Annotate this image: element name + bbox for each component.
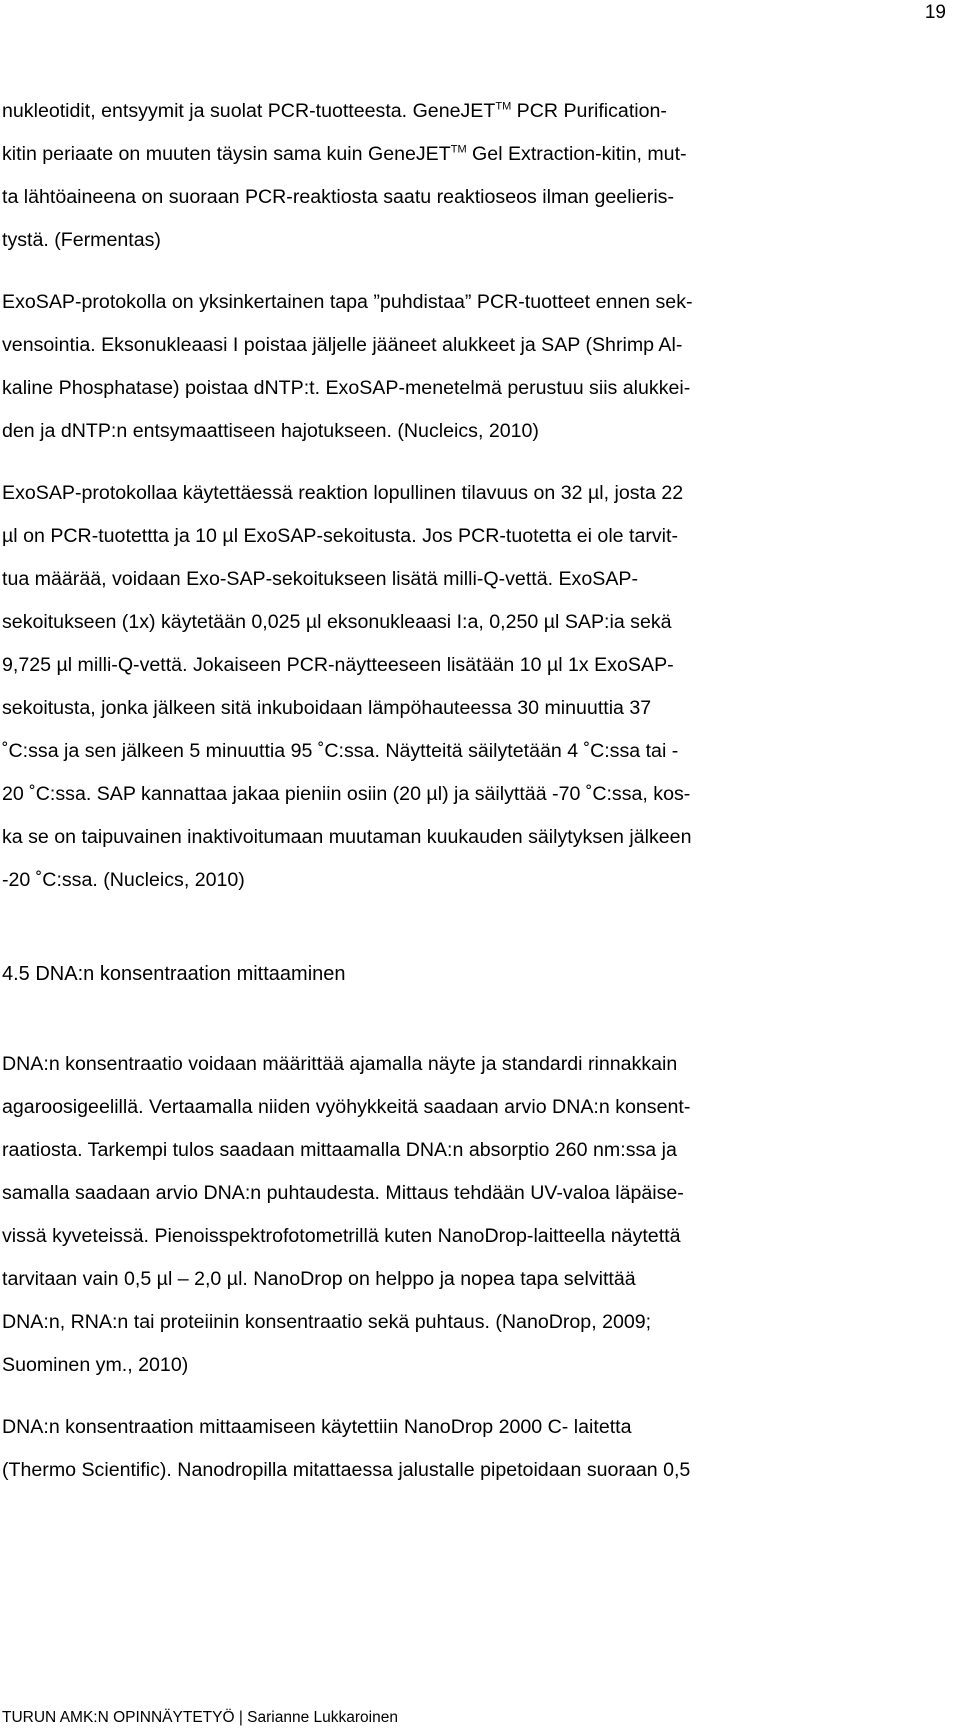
paragraph-3-line-3: tua määrää, voidaan Exo-SAP-sekoitukseen lisätä milli-Q-vettä. ExoSAP- xyxy=(2,568,638,590)
paragraph-1-line-1: nukleotidit, entsyymit ja suolat PCR-tuotteesta. GeneJET™ PCR Purification- xyxy=(2,100,667,122)
paragraph-3-line-10: -20 ˚C:ssa. (Nucleics, 2010) xyxy=(2,869,245,891)
paragraph-4-line-8: Suominen ym., 2010) xyxy=(2,1354,189,1376)
paragraph-4-line-1: DNA:n konsentraatio voidaan määrittää ajamalla näyte ja standardi rinnakkain xyxy=(2,1053,678,1075)
paragraph-5-line-2: (Thermo Scientific). Nanodropilla mitattaessa jalustalle pipetoidaan suoraan 0,5 xyxy=(2,1459,691,1481)
paragraph-4-line-5: vissä kyveteissä. Pienoisspektrofotometrillä kuten NanoDrop-laitteella näytettä xyxy=(2,1225,681,1247)
page-number: 19 xyxy=(924,2,946,23)
paragraph-3-line-5: 9,725 µl milli-Q-vettä. Jokaiseen PCR-näytteeseen lisätään 10 µl 1x ExoSAP- xyxy=(2,654,674,676)
paragraph-4-line-2: agaroosigeelillä. Vertaamalla niiden vyöhykkeitä saadaan arvio DNA:n konsent- xyxy=(2,1096,691,1118)
section-heading: 4.5 DNA:n konsentraation mittaaminen xyxy=(2,963,346,985)
paragraph-2-line-1: ExoSAP-protokolla on yksinkertainen tapa ”puhdistaa” PCR-tuotteet ennen sek- xyxy=(2,291,693,313)
paragraph-5-line-1: DNA:n konsentraation mittaamiseen käytettiin NanoDrop 2000 C- laitetta xyxy=(2,1416,632,1438)
paragraph-3-line-7: ˚C:ssa ja sen jälkeen 5 minuuttia 95 ˚C:ssa. Näytteitä säilytetään 4 ˚C:ssa tai - xyxy=(2,740,679,762)
paragraph-1-line-4: tystä. (Fermentas) xyxy=(2,229,161,251)
paragraph-2-line-3: kaline Phosphatase) poistaa dNTP:t. ExoSAP-menetelmä perustuu siis alukkei- xyxy=(2,377,691,399)
paragraph-4-line-3: raatiosta. Tarkempi tulos saadaan mittaamalla DNA:n absorptio 260 nm:ssa ja xyxy=(2,1139,677,1161)
paragraph-1-line-2: kitin periaate on muuten täysin sama kuin GeneJET™ Gel Extraction-kitin, mut- xyxy=(2,143,687,165)
paragraph-4-line-7: DNA:n, RNA:n tai proteiinin konsentraatio sekä puhtaus. (NanoDrop, 2009; xyxy=(2,1311,652,1333)
paragraph-2-line-2: vensointia. Eksonukleaasi I poistaa jäljelle jääneet alukkeet ja SAP (Shrimp Al- xyxy=(2,334,683,356)
paragraph-4-line-4: samalla saadaan arvio DNA:n puhtaudesta. Mittaus tehdään UV-valoa läpäise- xyxy=(2,1182,684,1204)
paragraph-4-line-6: tarvitaan vain 0,5 µl – 2,0 µl. NanoDrop on helppo ja nopea tapa selvittää xyxy=(2,1268,636,1290)
footer: TURUN AMK:N OPINNÄYTETYÖ | Sarianne Lukkaroinen xyxy=(2,1709,398,1726)
paragraph-3-line-9: ka se on taipuvainen inaktivoitumaan muutaman kuukauden säilytyksen jälkeen xyxy=(2,826,692,848)
paragraph-3-line-2: µl on PCR-tuotettta ja 10 µl ExoSAP-sekoitusta. Jos PCR-tuotetta ei ole tarvit- xyxy=(2,525,678,547)
paragraph-3-line-1: ExoSAP-protokollaa käytettäessä reaktion lopullinen tilavuus on 32 µl, josta 22 xyxy=(2,482,684,504)
paragraph-3-line-6: sekoitusta, jonka jälkeen sitä inkuboidaan lämpöhauteessa 30 minuuttia 37 xyxy=(2,697,652,719)
paragraph-2-line-4: den ja dNTP:n entsymaattiseen hajotukseen. (Nucleics, 2010) xyxy=(2,420,539,442)
paragraph-3-line-4: sekoitukseen (1x) käytetään 0,025 µl eksonukleaasi I:a, 0,250 µl SAP:ia sekä xyxy=(2,611,672,633)
paragraph-1-line-3: ta lähtöaineena on suoraan PCR-reaktiosta saatu reaktioseos ilman geelieris- xyxy=(2,186,675,208)
paragraph-3-line-8: 20 ˚C:ssa. SAP kannattaa jakaa pieniin osiin (20 µl) ja säilyttää -70 ˚C:ssa, kos- xyxy=(2,783,691,805)
